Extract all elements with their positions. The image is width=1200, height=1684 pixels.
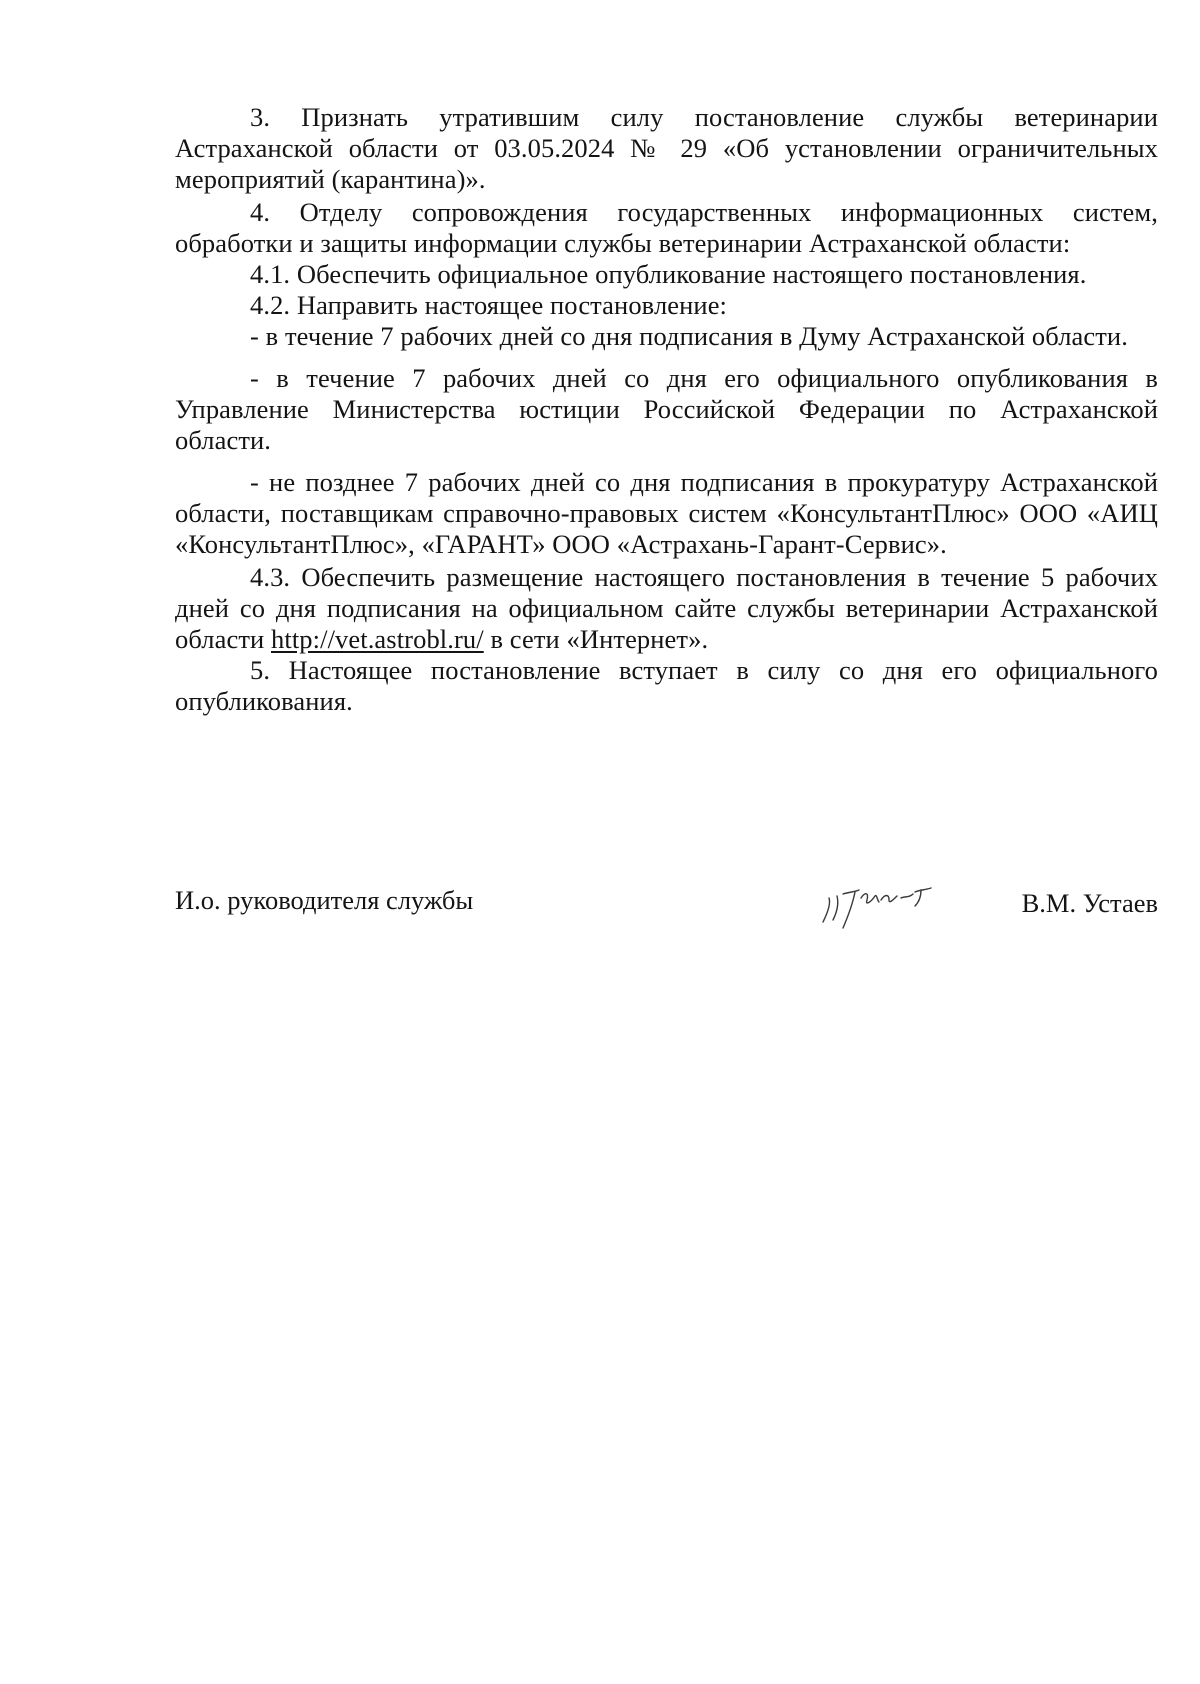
paragraph-4-3-text-end: в сети «Интернет».	[483, 624, 709, 654]
signatory-title: И.о. руководителя службы	[175, 885, 474, 915]
paragraph-4-3	[175, 562, 1158, 655]
document-body	[175, 102, 1158, 717]
paragraph-3: 3. Признать утратившим силу постановление службы ветеринарии Астраханской области от 03.05.2024 № 29 «Об установлении ограничительных мероприятий (карантина)».	[175, 102, 1158, 194]
paragraph-4-3-text-start: 4.3. Обеспечить размещение настоящего постановления в течение 5 рабочих дней со дня подписания на официальном сайте службы ветеринарии Астраханской области	[175, 562, 1158, 654]
paragraph-4-2-item-duma: - в течение 7 рабочих дней со дня подписания в Думу Астраханской области.	[250, 321, 1128, 351]
paragraph-4-2-item-justice: - в течение 7 рабочих дней со дня его официального опубликования в Управление Министерства юстиции Российской Федерации по Астраханской области.	[175, 363, 1158, 455]
paragraph-5: 5. Настоящее постановление вступает в силу со дня его официального опубликования.	[175, 655, 1158, 716]
website-link[interactable]: http://vet.astrobl.ru/	[271, 624, 484, 654]
paragraph-4-1: 4.1. Обеспечить официальное опубликование настоящего постановления.	[250, 259, 1087, 289]
paragraph-4: 4. Отделу сопровождения государственных информационных систем, обработки и защиты информации службы ветеринарии Астраханской области:	[175, 197, 1158, 258]
paragraph-4-2-item-prosecutor: - не позднее 7 рабочих дней со дня подписания в прокуратуру Астраханской области, поставщикам справочно-правовых систем «КонсультантПлюс» ООО «АИЦ «КонсультантПлюс», «ГАРАНТ» ООО «Астрахань-Гарант-Сервис».	[175, 467, 1158, 559]
handwritten-signature	[815, 874, 945, 936]
signature-block	[175, 880, 1158, 940]
paragraph-4-2: 4.2. Направить настоящее постановление:	[250, 290, 728, 320]
signatory-name: В.М. Устаев	[1021, 888, 1158, 918]
